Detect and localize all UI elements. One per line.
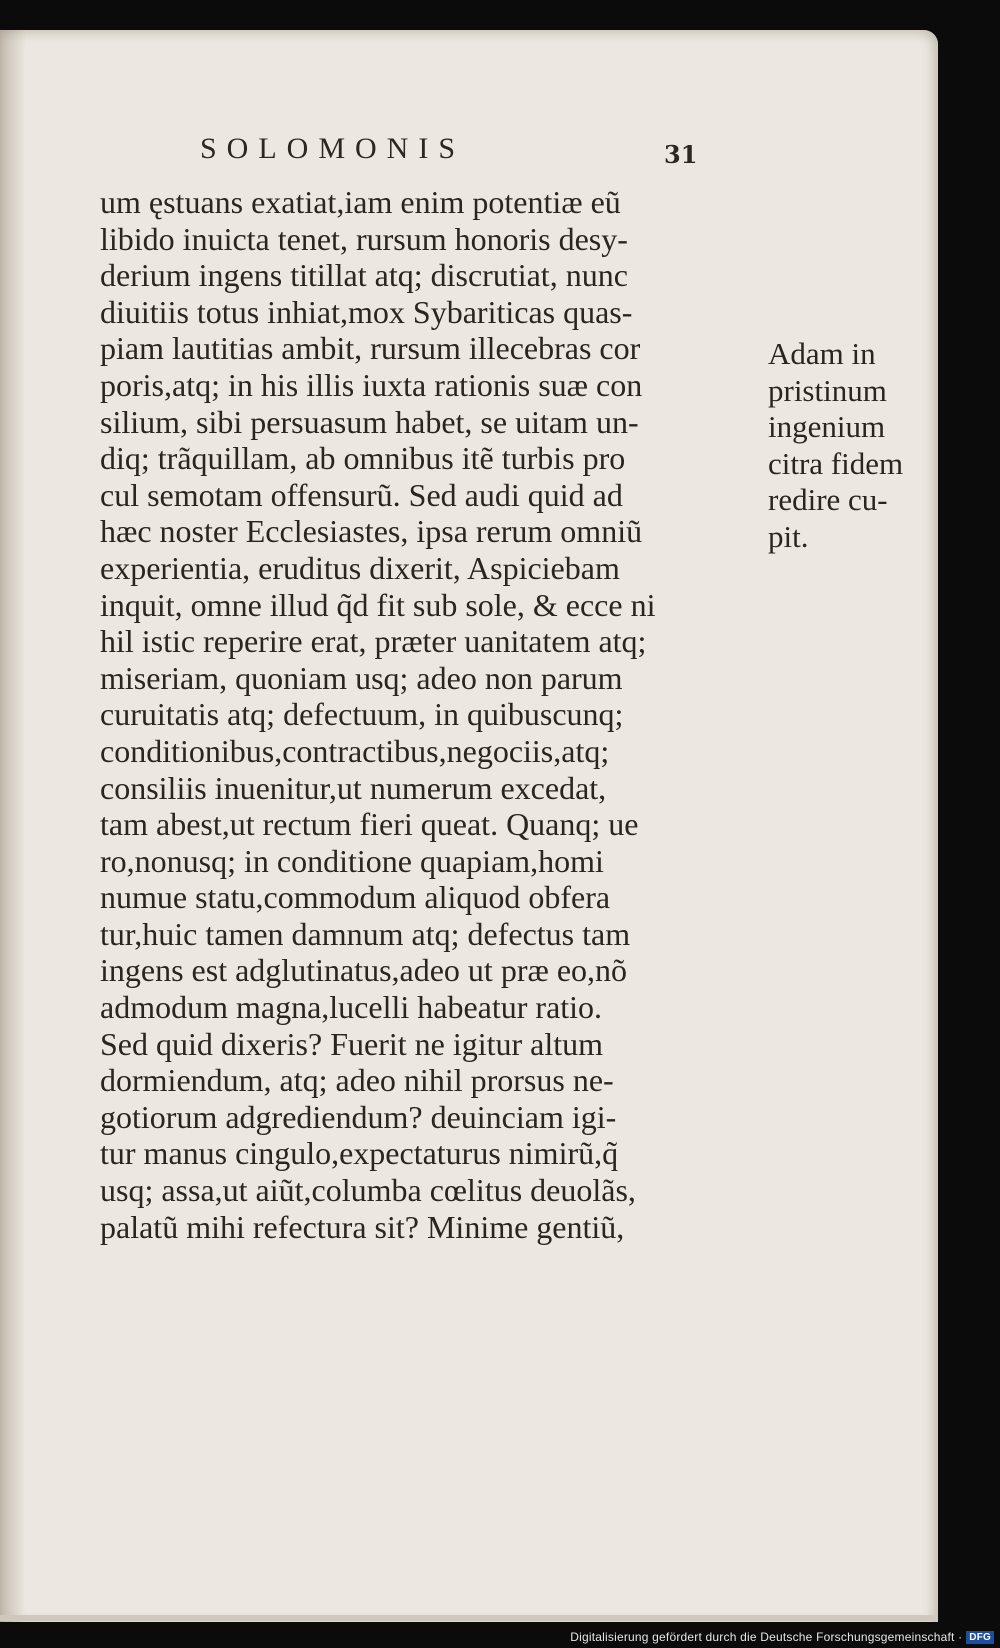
text-line: piam lautitias ambit, rursum illecebras cor: [100, 330, 641, 367]
book-page: [0, 30, 938, 1622]
dfg-logo: DFG: [966, 1631, 994, 1644]
text-line: consiliis inuenitur,ut numerum excedat,: [100, 769, 607, 806]
text-line: diuitiis totus inhiat,mox Sybariticas quas-: [100, 293, 633, 330]
text-line: curuitatis atq; defectuum, in quibuscunq;: [100, 696, 624, 733]
text-line: libido inuicta tenet, rursum honoris desy-: [100, 220, 628, 257]
text-line: cul semotam offensurũ. Sed audi quid ad: [100, 476, 623, 513]
marginal-note: [768, 336, 918, 555]
credit-text: Digitalisierung gefördert durch die Deutsche Forschungsgemeinschaft ·: [570, 1630, 963, 1644]
digitization-credit: [570, 1630, 994, 1644]
text-line: numue statu,commodum aliquod obfera: [100, 879, 611, 916]
text-line: tur manus cingulo,expectaturus nimirũ,q̃: [100, 1135, 619, 1172]
text-line: um ęstuans exatiat,iam enim potentiæ eũ: [100, 184, 621, 220]
text-line: dormiendum, atq; adeo nihil prorsus ne-: [100, 1062, 614, 1099]
text-line: ingens est adglutinatus,adeo ut præ eo,nõ: [100, 952, 628, 989]
body-text: [100, 184, 740, 1245]
text-line: derium ingens titillat atq; discrutiat, nunc: [100, 257, 628, 294]
text-line: experientia, eruditus dixerit, Aspiciebam: [100, 549, 620, 586]
text-line: conditionibus,contractibus,negociis,atq;: [100, 732, 610, 769]
text-line: miseriam, quoniam usq; adeo non parum: [100, 659, 623, 696]
page-edge: [0, 1615, 938, 1621]
text-line: hil istic reperire erat, præter uanitatem atq;: [100, 623, 647, 660]
text-line: hæc noster Ecclesiastes, ipsa rerum omniũ: [100, 513, 643, 550]
text-line: diq; trãquillam, ab omnibus itẽ turbis pro: [100, 440, 626, 477]
text-line: tur,huic tamen damnum atq; defectus tam: [100, 915, 631, 952]
text-line: palatũ mihi refectura sit? Minime gentiũ,: [100, 1208, 625, 1245]
text-line: silium, sibi persuasum habet, se uitam un-: [100, 403, 639, 440]
text-line: tam abest,ut rectum fieri queat. Quanq; ue: [100, 806, 639, 843]
marginal-note-line: pristinum: [768, 372, 887, 408]
text-line: Sed quid dixeris? Fuerit ne igitur altum: [100, 1025, 604, 1062]
text-line: ro,nonusq; in conditione quapiam,homi: [100, 842, 604, 879]
marginal-note-line: pit.: [768, 518, 809, 554]
marginal-note-line: citra fidem: [768, 445, 904, 481]
text-line: inquit, omne illud q̃d fit sub sole, & ecce ni: [100, 586, 656, 623]
marginal-note-line: Adam in: [768, 336, 876, 371]
text-line: gotiorum adgrediendum? deuinciam igi-: [100, 1098, 617, 1135]
page-number: 31: [664, 140, 698, 169]
text-line: usq; assa,ut aiũt,columba cœlitus deuolãs,: [100, 1172, 636, 1209]
text-line: admodum magna,lucelli habeatur ratio.: [100, 989, 603, 1026]
marginal-note-line: ingenium: [768, 409, 886, 444]
text-line: poris,atq; in his illis iuxta rationis suæ con: [100, 366, 643, 403]
running-head: SOLOMONIS: [200, 132, 466, 165]
marginal-note-line: redire cu-: [768, 482, 888, 517]
